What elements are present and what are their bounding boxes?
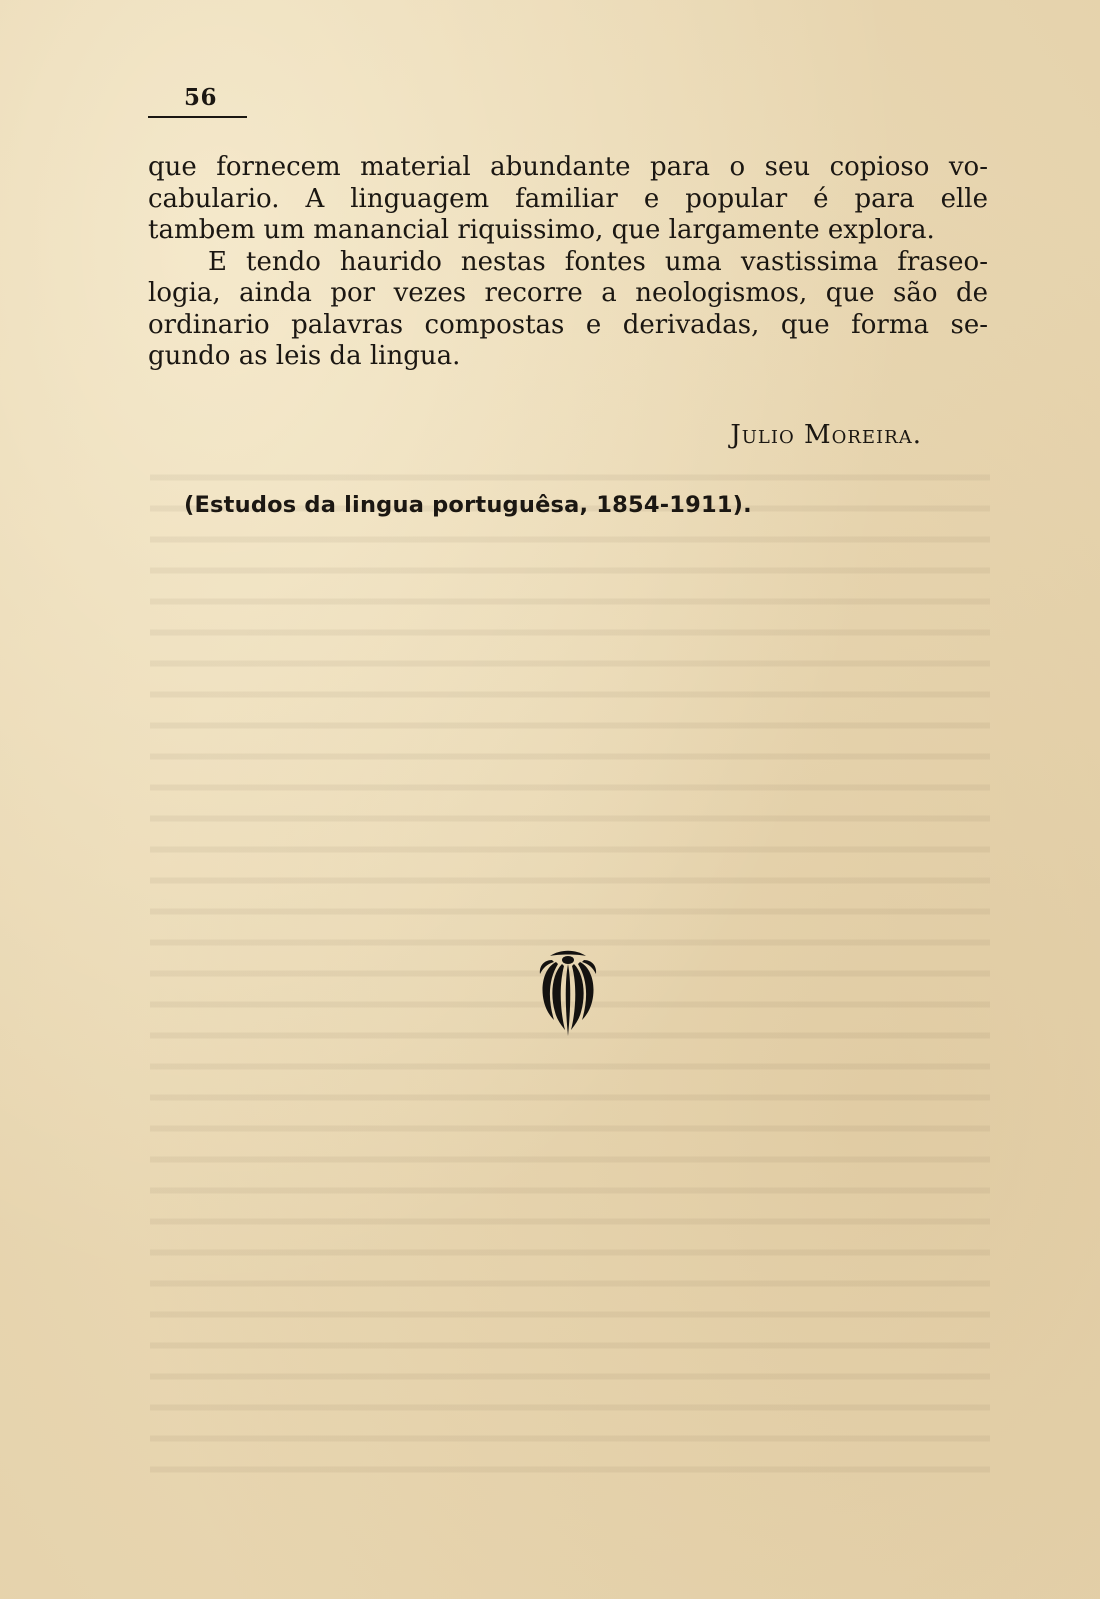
page-number-rule <box>148 116 247 118</box>
text-line: tambem um manancial riquissimo, que largamente explora. <box>148 215 935 245</box>
page-number: 56 <box>184 84 218 111</box>
text-line: ordinario palavras compostas e derivadas, que forma se- <box>148 309 988 340</box>
text-line: gundo as leis da lingua. <box>148 341 461 371</box>
text-line: logia, ainda por vezes recorre a neologismos, que são de <box>148 278 988 308</box>
fleuron-ornament-icon <box>538 950 598 1040</box>
body-paragraph <box>148 152 988 373</box>
text-line: cabulario. A linguagem familiar e popular é para elle <box>148 183 988 214</box>
source-citation: (Estudos da lingua portuguêsa, 1854-1911). <box>184 492 752 518</box>
text-line: E tendo haurido nestas fontes uma vastissima fraseo- <box>208 246 988 277</box>
text-line: que fornecem material abundante para o seu copioso vo- <box>148 152 988 182</box>
author-signature: Julio Moreira. <box>730 420 922 450</box>
